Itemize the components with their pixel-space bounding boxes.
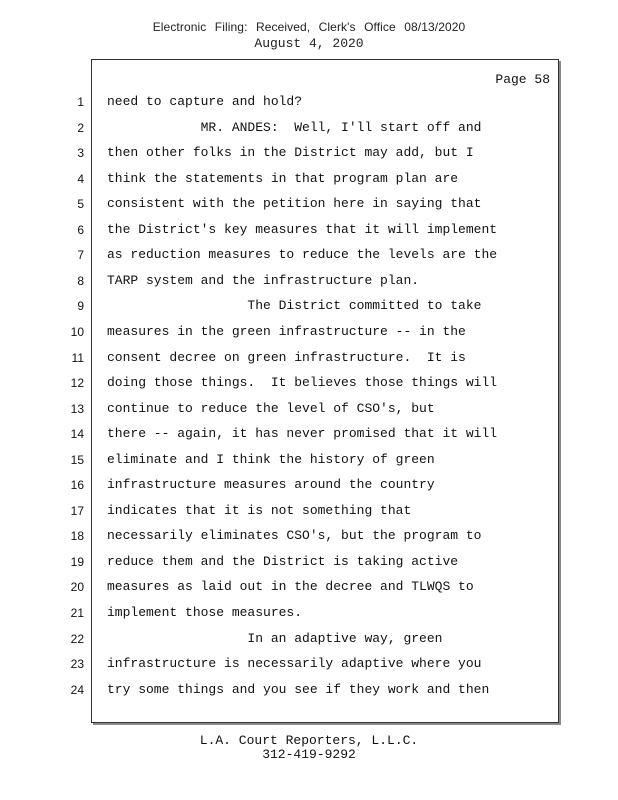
line-number: 22 [70, 632, 84, 646]
line-number: 1 [77, 95, 84, 109]
transcript-line: infrastructure measures around the country [107, 477, 435, 492]
transcript-line: infrastructure is necessarily adaptive where you [107, 656, 482, 671]
transcript-line: TARP system and the infrastructure plan. [107, 273, 420, 288]
transcript-line: then other folks in the District may add, but I [107, 145, 474, 160]
transcript-line: think the statements in that program plan are [107, 171, 459, 186]
line-number: 16 [70, 478, 84, 492]
transcript-line: The District committed to take [107, 298, 482, 313]
transcript-line: reduce them and the District is taking active [107, 554, 459, 569]
line-number: 4 [77, 172, 84, 186]
court-reporter-name: L.A. Court Reporters, L.L.C. [199, 733, 419, 748]
transcript-line: indicates that it is not something that [107, 503, 412, 518]
page-number: Page 58 [495, 72, 550, 87]
transcript-line: the District's key measures that it will implement [107, 222, 498, 237]
transcript-line: try some things and you see if they work and then [107, 682, 490, 697]
transcript-line: necessarily eliminates CSO's, but the program to [107, 528, 482, 543]
line-number: 10 [70, 325, 84, 339]
line-number: 18 [70, 529, 84, 543]
transcript-line: measures in the green infrastructure -- in the [107, 324, 466, 339]
transcript-line: In an adaptive way, green [107, 631, 443, 646]
transcript-line: consistent with the petition here in saying that [107, 196, 482, 211]
line-number: 23 [70, 657, 84, 671]
line-number: 20 [70, 580, 84, 594]
line-number: 9 [77, 299, 84, 313]
line-number: 12 [70, 376, 84, 390]
transcript-line: need to capture and hold? [107, 94, 303, 109]
line-number: 24 [70, 683, 84, 697]
hearing-date: August 4, 2020 [254, 36, 364, 51]
line-number: 6 [77, 223, 84, 237]
court-reporter-phone: 312-419-9292 [262, 747, 356, 762]
transcript-line: MR. ANDES: Well, I'll start off and [107, 120, 482, 135]
line-number: 7 [77, 248, 84, 262]
line-number: 21 [70, 606, 84, 620]
electronic-filing-stamp: Electronic Filing: Received, Clerk's Office 08/13/2020 [152, 20, 466, 34]
line-number: 11 [71, 351, 84, 365]
transcript-line: there -- again, it has never promised that it will [107, 426, 498, 441]
transcript-line: eliminate and I think the history of green [107, 452, 435, 467]
line-number: 13 [70, 402, 84, 416]
line-number: 2 [77, 121, 84, 135]
line-number: 14 [70, 427, 84, 441]
line-number: 15 [70, 453, 84, 467]
line-number: 17 [70, 504, 84, 518]
transcript-line: continue to reduce the level of CSO's, but [107, 401, 435, 416]
transcript-line: doing those things. It believes those things will [107, 375, 498, 390]
transcript-line: as reduction measures to reduce the levels are the [107, 247, 498, 262]
line-number: 8 [77, 274, 84, 288]
transcript-line: measures as laid out in the decree and TLWQS to [107, 579, 474, 594]
transcript-line: implement those measures. [107, 605, 303, 620]
line-number: 3 [77, 146, 84, 160]
line-number: 19 [70, 555, 84, 569]
transcript-line: consent decree on green infrastructure. It is [107, 350, 466, 365]
line-number: 5 [77, 197, 84, 211]
